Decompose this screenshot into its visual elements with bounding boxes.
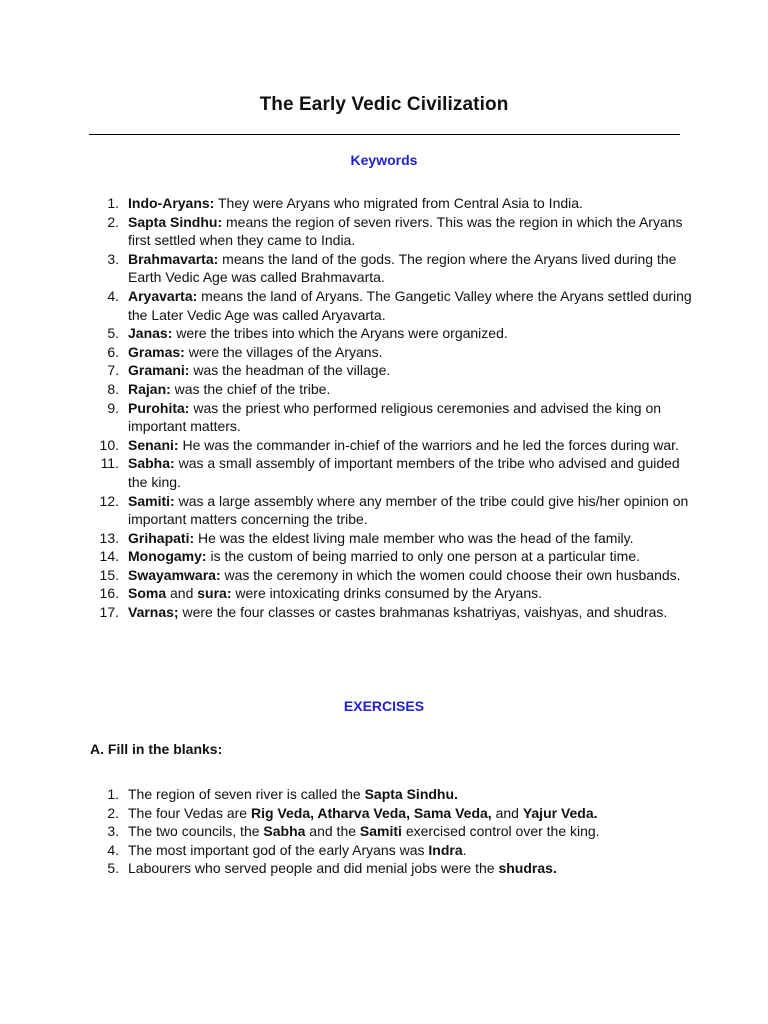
keyword-term: Brahmavarta:: [128, 250, 219, 267]
sentence-text: The two councils, the: [128, 823, 264, 840]
keyword-item: [92, 380, 692, 399]
item-number: 3.: [107, 823, 119, 840]
keyword-term: Sapta Sindhu:: [128, 213, 223, 230]
sentence-text: and: [491, 804, 523, 821]
sentence-text: The region of seven river is called the: [128, 786, 365, 802]
keyword-term: Senani:: [128, 436, 179, 453]
fill-blank-item: [92, 859, 692, 878]
keyword-item: [92, 324, 692, 343]
keyword-item: [92, 287, 692, 324]
item-number: 2.: [107, 804, 119, 821]
answer-text: Samiti: [359, 823, 402, 840]
keyword-term: Gramani:: [128, 362, 190, 379]
item-number: 10.: [99, 436, 119, 453]
keyword-term: Janas:: [128, 325, 173, 342]
item-number: 2.: [107, 213, 119, 230]
sentence-text: The four Vedas are: [128, 804, 251, 821]
keyword-item: [92, 492, 692, 529]
keyword-item: [92, 250, 692, 287]
keyword-item: [92, 566, 692, 585]
keyword-item: [92, 603, 692, 622]
keyword-definition: was the priest who performed religious ceremonies and advised the king on important matters.: [128, 399, 662, 435]
keyword-term: Swayamwara:: [128, 566, 221, 583]
sentence-text: .: [462, 841, 467, 858]
item-number: 1.: [107, 195, 119, 211]
fill-blank-item: [92, 785, 692, 804]
item-number: 14.: [99, 548, 119, 565]
item-number: 4.: [107, 287, 119, 304]
item-number: 4.: [107, 841, 119, 858]
keyword-term: Indo-Aryans:: [128, 195, 215, 211]
answer-text: Sapta Sindhu.: [364, 786, 458, 802]
keyword-term: Samiti:: [128, 492, 175, 509]
keyword-term: Grihapati:: [128, 529, 195, 546]
answer-text: shudras.: [498, 860, 557, 877]
title-divider: [89, 134, 680, 135]
item-number: 17.: [99, 604, 119, 621]
keyword-definition: were the four classes or castes brahmanas kshatriyas, vaishyas, and shudras.: [178, 604, 668, 621]
keyword-item: [92, 213, 692, 250]
item-number: 6.: [107, 343, 119, 360]
fill-blanks-heading: A. Fill in the blanks:: [90, 741, 223, 757]
keyword-term: Aryavarta:: [128, 287, 198, 304]
answer-text: Yajur Veda.: [522, 804, 598, 821]
item-number: 15.: [99, 566, 119, 583]
keyword-definition: was a large assembly where any member of the tribe could give his/her opinion on important matters concerning the tribe.: [128, 492, 689, 528]
keyword-definition: was a small assembly of important members of the tribe who advised and guided the king.: [128, 455, 680, 490]
sentence-text: and the: [305, 823, 360, 840]
keyword-definition: means the region of seven rivers. This was the region in which the Aryans first settled when they came to India.: [128, 213, 683, 249]
keyword-item: [92, 436, 692, 455]
keyword-item: [92, 529, 692, 548]
keyword-definition: He was the eldest living male member who was the head of the family.: [194, 529, 634, 546]
item-number: 1.: [107, 786, 119, 802]
item-number: 13.: [99, 529, 119, 546]
keyword-definition: were the villages of the Aryans.: [184, 343, 383, 360]
keyword-definition: means the land of Aryans. The Gangetic Valley where the Aryans settled during the Later Vedic Age was called Aryavarta.: [128, 287, 692, 323]
keywords-heading: Keywords: [350, 152, 418, 168]
item-number: 3.: [107, 250, 119, 267]
keyword-item: [92, 194, 692, 213]
keyword-term: Sabha:: [128, 455, 175, 472]
keyword-definition: means the land of the gods. The region where the Aryans lived during the Earth Vedic Age was called Brahmavarta.: [128, 250, 677, 286]
answer-text: Indra: [428, 841, 463, 858]
item-number: 9.: [107, 399, 119, 416]
exercises-heading: EXERCISES: [343, 698, 425, 714]
keyword-definition: was the chief of the tribe.: [170, 380, 331, 397]
answer-text: Sabha: [263, 823, 306, 840]
keyword-item: [92, 584, 692, 603]
keyword-definition: was the ceremony in which the women could choose their own husbands.: [220, 566, 681, 583]
answer-text: Rig Veda, Atharva Veda, Sama Veda,: [250, 804, 492, 821]
item-number: 5.: [107, 860, 119, 877]
fill-blank-item: [92, 841, 692, 860]
keyword-connector: and: [166, 585, 198, 602]
sentence-text: Labourers who served people and did menial jobs were the: [128, 860, 499, 877]
keyword-term: Gramas:: [128, 343, 185, 360]
keyword-definition: He was the commander in-chief of the warriors and he led the forces during war.: [178, 436, 679, 453]
fill-blanks-list: [92, 785, 692, 878]
keyword-definition: They were Aryans who migrated from Central Asia to India.: [214, 195, 583, 211]
item-number: 8.: [107, 380, 119, 397]
keyword-item: [92, 454, 692, 491]
page-title: The Early Vedic Civilization: [259, 94, 509, 115]
keyword-term: sura:: [197, 585, 232, 602]
item-number: 7.: [107, 362, 119, 379]
sentence-text: The most important god of the early Aryans was: [128, 841, 429, 858]
item-number: 12.: [99, 492, 119, 509]
keyword-item: [92, 547, 692, 566]
keyword-term: Soma: [128, 585, 167, 602]
keyword-term: Purohita:: [128, 399, 190, 416]
fill-blank-item: [92, 822, 692, 841]
item-number: 16.: [99, 585, 119, 602]
keyword-item: [92, 343, 692, 362]
keyword-term: Varnas;: [128, 604, 179, 621]
sentence-text: exercised control over the king.: [401, 823, 600, 840]
keyword-definition: were the tribes into which the Aryans were organized.: [172, 325, 508, 342]
keyword-definition: were intoxicating drinks consumed by the Aryans.: [231, 585, 542, 602]
keyword-definition: was the headman of the village.: [189, 362, 391, 379]
keyword-term: Monogamy:: [128, 548, 207, 565]
fill-blank-item: [92, 804, 692, 823]
item-number: 5.: [107, 325, 119, 342]
keyword-definition: is the custom of being married to only one person at a particular time.: [206, 548, 641, 565]
keyword-term: Rajan:: [128, 380, 171, 397]
item-number: 11.: [100, 455, 119, 472]
keyword-item: [92, 361, 692, 380]
keywords-list: [92, 194, 692, 622]
keyword-item: [92, 399, 692, 436]
